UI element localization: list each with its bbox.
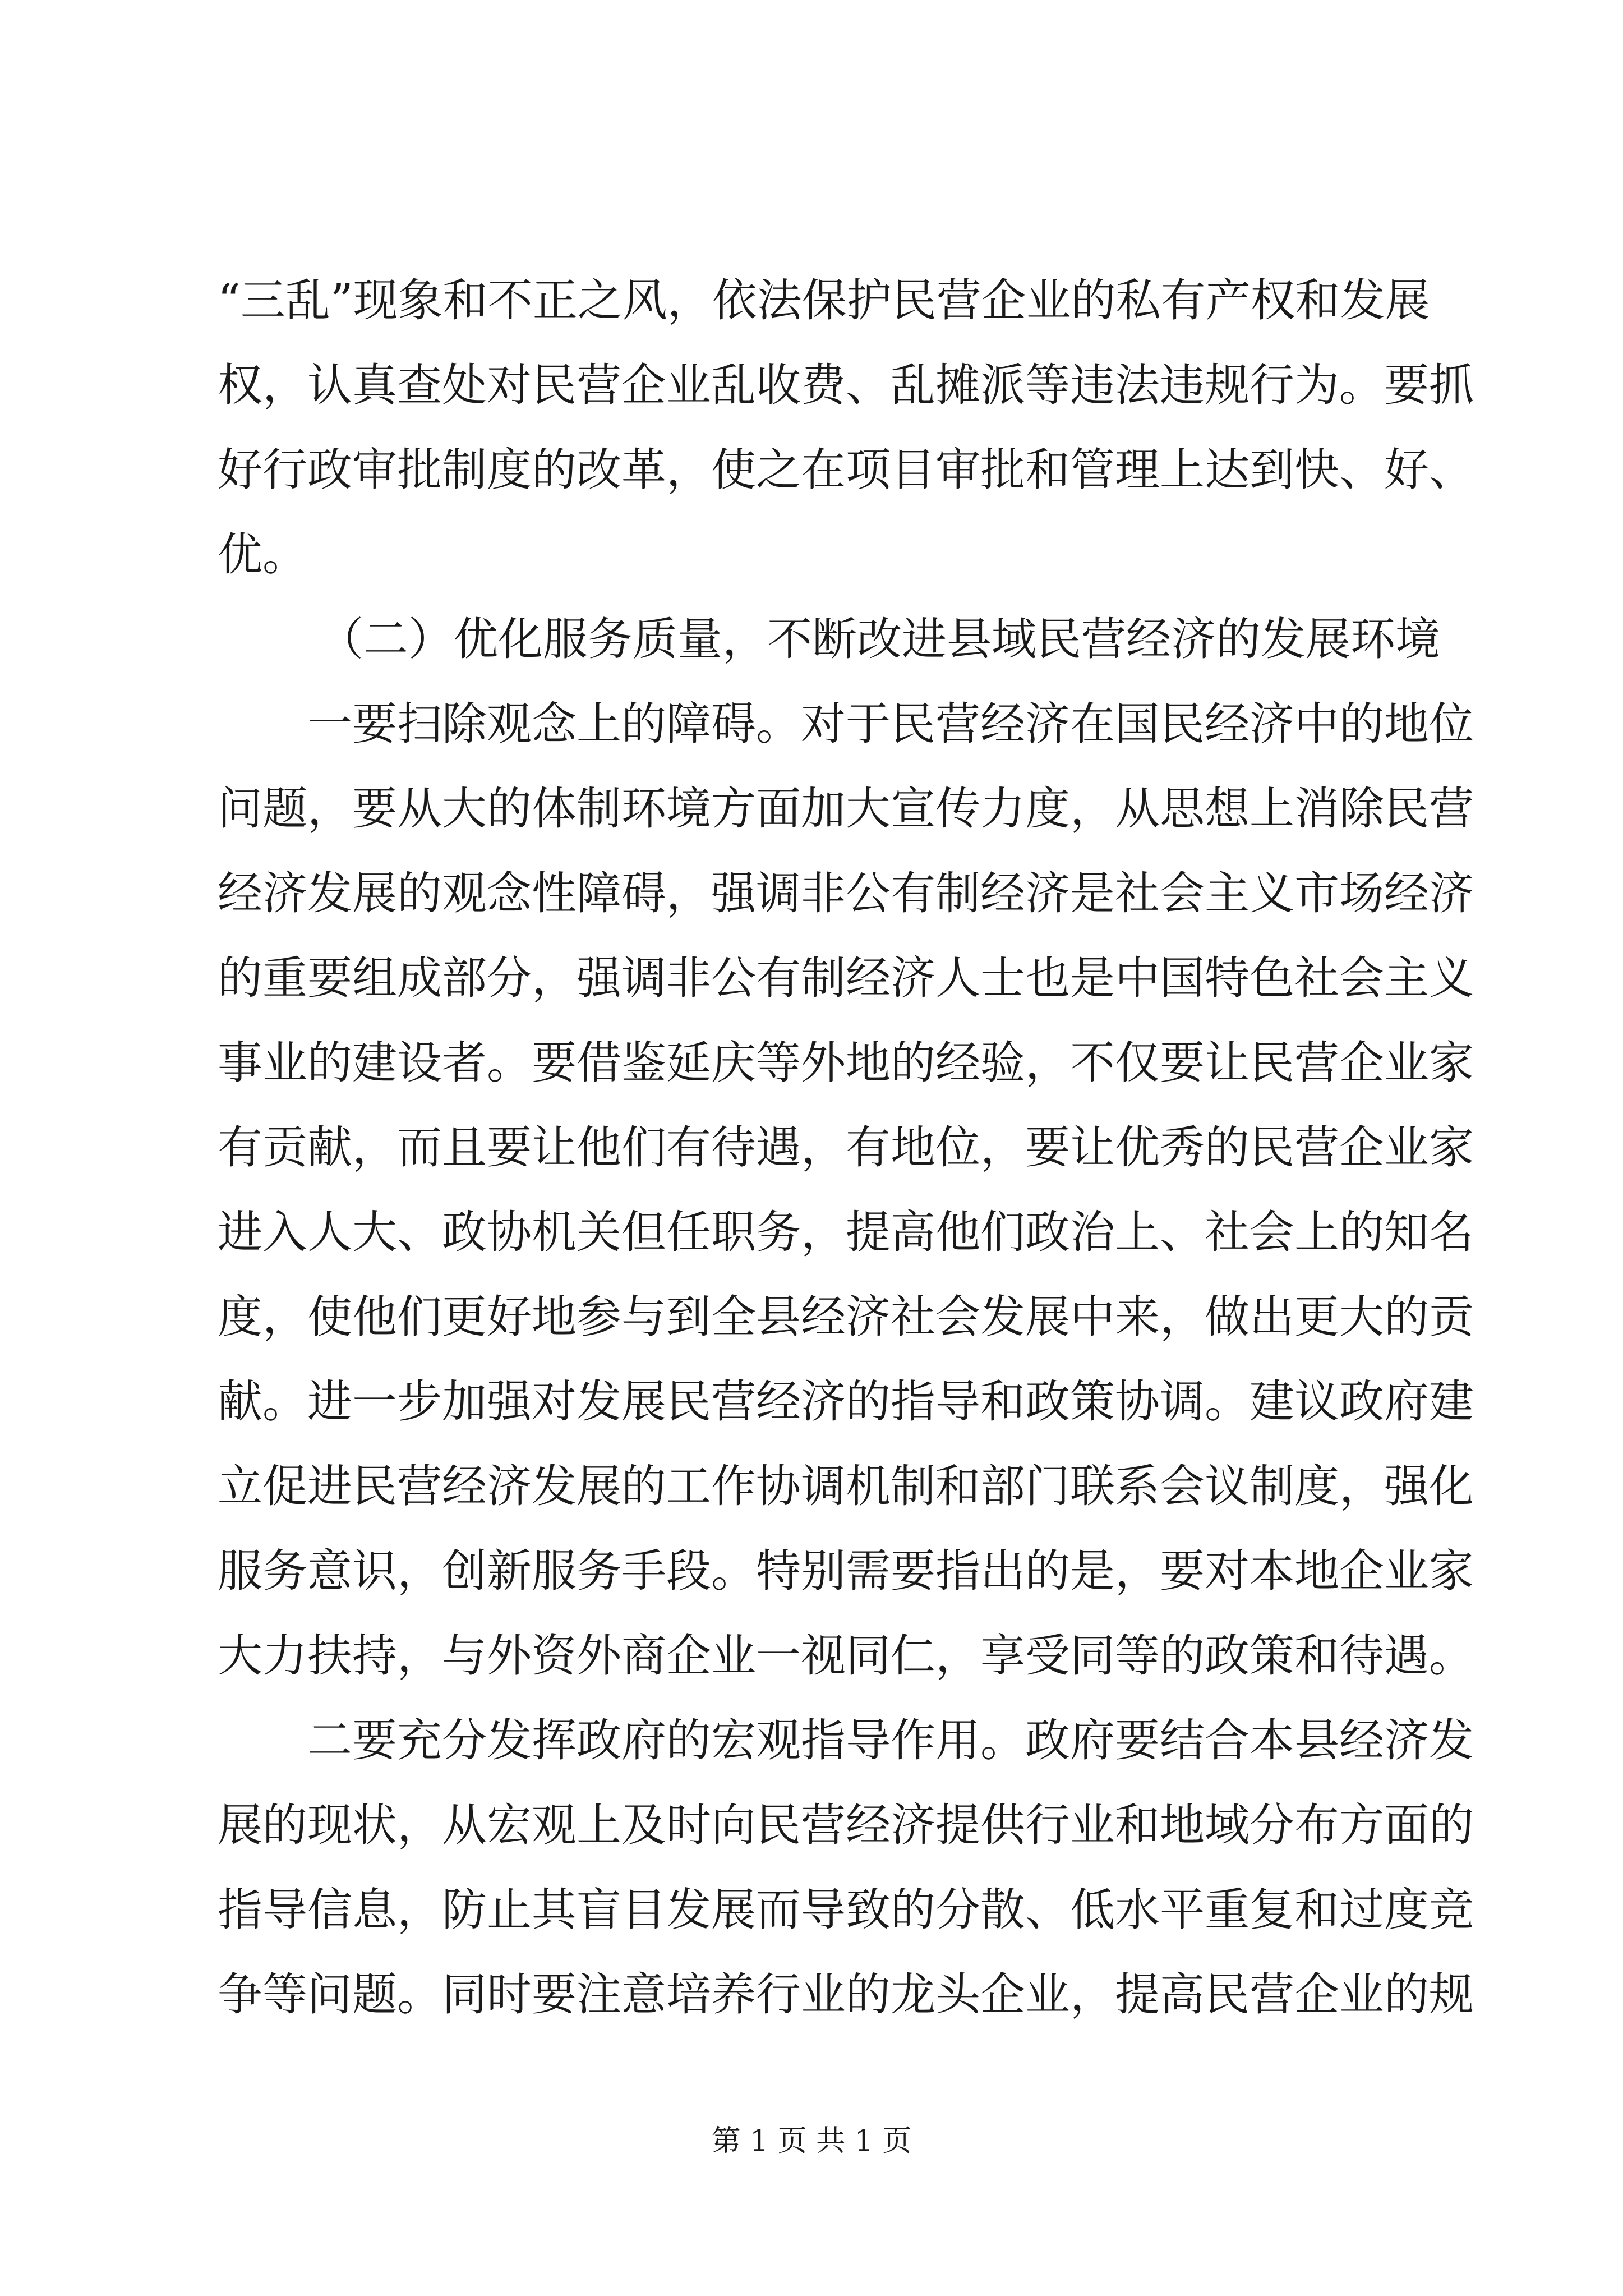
text-line: 立促进民营经济发展的工作协调机制和部门联系会议制度，强化 [218, 1460, 1474, 1512]
text-line: 二要充分发挥政府的宏观指导作用。政府要结合本县经济发 [307, 1714, 1474, 1766]
text-line: 权，认真查处对民营企业乱收费、乱摊派等违法违规行为。要抓 [218, 359, 1474, 411]
text-line: 展的现状，从宏观上及时向民营经济提供行业和地域分布方面的 [218, 1799, 1474, 1851]
text-line: 的重要组成部分，强调非公有制经济人士也是中国特色社会主义 [218, 952, 1474, 1004]
text-line: 进入人大、政协机关但任职务，提高他们政治上、社会上的知名 [218, 1206, 1474, 1258]
text-line: “三乱”现象和不正之风，依法保护民营企业的私有产权和发展 [218, 274, 1430, 326]
text-line: 献。进一步加强对发展民营经济的指导和政策协调。建议政府建 [218, 1375, 1474, 1428]
text-line: 争等问题。同时要注意培养行业的龙头企业，提高民营企业的规 [218, 1968, 1474, 2021]
text-line: 一要扫除观念上的障碍。对于民营经济在国民经济中的地位 [307, 698, 1474, 750]
text-line: 经济发展的观念性障碍，强调非公有制经济是社会主义市场经济 [218, 867, 1474, 919]
text-line: 大力扶持，与外资外商企业一视同仁，享受同等的政策和待遇。 [218, 1630, 1474, 1682]
text-line: 有贡献，而且要让他们有待遇，有地位，要让优秀的民营企业家 [218, 1121, 1474, 1174]
section-heading: （二）优化服务质量，不断改进县域民营经济的发展环境 [319, 613, 1440, 665]
text-line: 度，使他们更好地参与到全县经济社会发展中来，做出更大的贡 [218, 1291, 1474, 1343]
text-line: 事业的建设者。要借鉴延庆等外地的经验，不仅要让民营企业家 [218, 1037, 1474, 1089]
body-text [218, 258, 1474, 2037]
text-line: 服务意识，创新服务手段。特别需要指出的是，要对本地企业家 [218, 1545, 1474, 1597]
page-footer: 第 1 页 共 1 页 [711, 2124, 912, 2158]
text-line: 问题，要从大的体制环境方面加大宣传力度，从思想上消除民营 [218, 783, 1474, 835]
text-line: 指导信息，防止其盲目发展而导致的分散、低水平重复和过度竞 [218, 1884, 1474, 1936]
text-line: 好行政审批制度的改革，使之在项目审批和管理上达到快、好、 [218, 444, 1474, 496]
text-line: 优。 [218, 528, 307, 581]
